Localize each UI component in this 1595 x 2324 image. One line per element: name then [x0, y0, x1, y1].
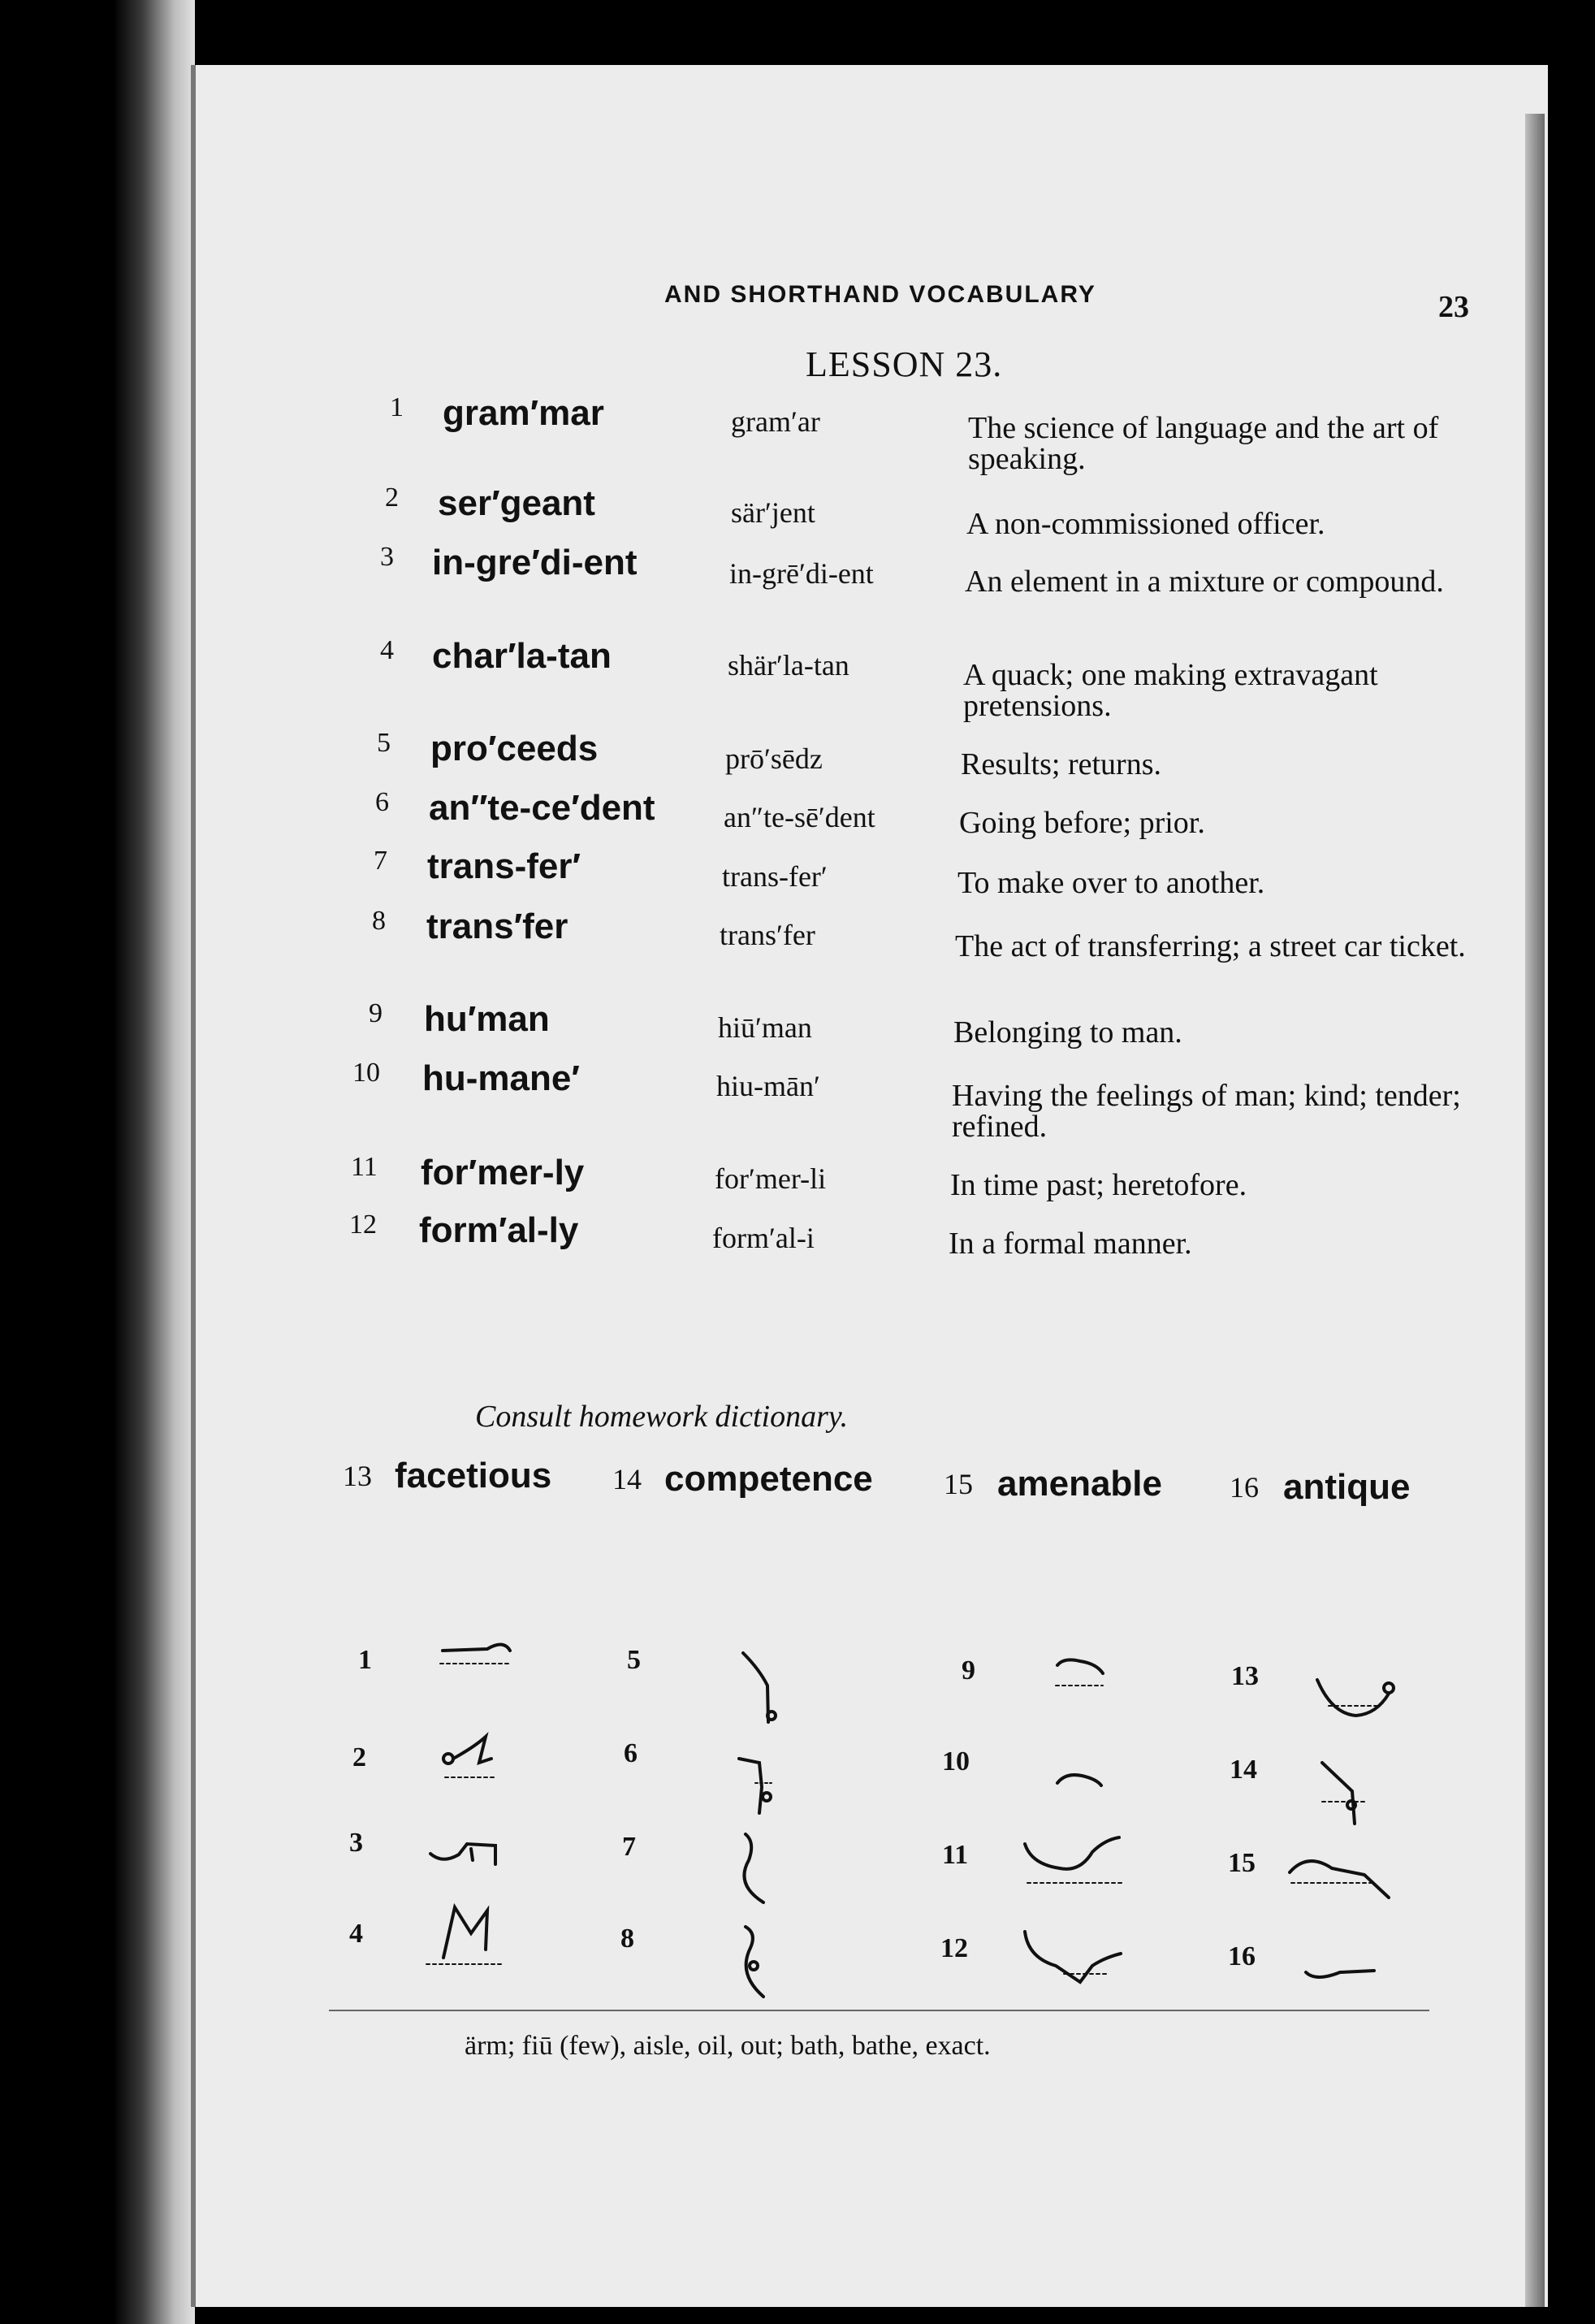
shorthand-outline-7	[744, 1834, 763, 1902]
entry-pronunciation: hiū′man	[718, 1011, 812, 1044]
shorthand-number: 5	[627, 1645, 641, 1675]
shorthand-number: 13	[1231, 1661, 1259, 1691]
extra-word-number: 15	[944, 1468, 973, 1500]
entry-definition: In time past; heretofore.	[950, 1168, 1247, 1202]
shorthand-outline-12	[1025, 1932, 1121, 1982]
entry-pronunciation: shär′la-tan	[728, 649, 849, 682]
entry-pronunciation: sär′jent	[731, 496, 815, 529]
extra-word: amenable	[997, 1464, 1162, 1504]
shorthand-outline-16	[1306, 1971, 1374, 1977]
entry-number: 3	[380, 542, 394, 572]
shorthand-outline-8	[746, 1927, 763, 1997]
entry-number: 12	[349, 1210, 377, 1240]
entry-number: 6	[375, 787, 389, 817]
entry-definition: Belonging to man.	[953, 1015, 1182, 1049]
entry-word: trans′fer	[426, 907, 568, 946]
entry-definition: The act of transferring; a street car ticket.	[955, 929, 1466, 963]
extra-word-number: 16	[1230, 1471, 1259, 1504]
entry-pronunciation: prō′sēdz	[725, 742, 823, 775]
shorthand-outline-6	[739, 1759, 772, 1813]
extra-word: antique	[1283, 1467, 1411, 1507]
shorthand-number: 14	[1230, 1755, 1257, 1785]
footer-rule	[329, 2010, 1429, 2011]
shorthand-outline-5	[743, 1653, 776, 1722]
entry-word: trans-fer′	[427, 846, 581, 886]
shorthand-number: 6	[624, 1738, 638, 1768]
entry-number: 1	[390, 392, 404, 422]
entry-pronunciation: form′al-i	[712, 1222, 815, 1254]
entry-word: hu-mane′	[422, 1058, 580, 1098]
entry-number: 7	[374, 846, 387, 876]
extra-word: facetious	[395, 1456, 552, 1495]
entry-definition: A non-commissioned officer.	[966, 507, 1325, 541]
extra-word: competence	[664, 1459, 873, 1499]
entry-pronunciation: in-grē′di-ent	[729, 557, 874, 590]
shorthand-outline-4	[426, 1907, 502, 1964]
shorthand-outline-14	[1322, 1763, 1364, 1824]
entry-pronunciation: an″te-sē′dent	[724, 801, 875, 833]
entry-word: pro′ceeds	[430, 729, 599, 768]
pronunciation-key-footer: ärm; fiū (few), aisle, oil, out; bath, bathe, exact.	[465, 2031, 991, 2061]
shorthand-number: 8	[620, 1924, 634, 1954]
shorthand-number: 9	[962, 1655, 975, 1686]
running-title: AND SHORTHAND VOCABULARY	[664, 281, 1096, 308]
entry-word: form′al-ly	[419, 1210, 579, 1250]
entry-definition: Results; returns.	[961, 747, 1161, 781]
entry-word: hu′man	[424, 999, 550, 1039]
entry-definition: A quack; one making extravagant pretensions.	[963, 658, 1378, 723]
entry-number: 5	[377, 728, 391, 758]
shorthand-number: 16	[1228, 1941, 1256, 1971]
extra-word-number: 14	[612, 1463, 642, 1495]
entry-definition: The science of language and the art of speaking.	[968, 411, 1439, 476]
entry-word: ser′geant	[438, 483, 595, 523]
shorthand-outline-3	[430, 1844, 495, 1864]
entry-definition: To make over to another.	[957, 866, 1265, 900]
extra-word-number: 13	[343, 1460, 372, 1492]
entry-number: 11	[351, 1152, 378, 1182]
entry-definition: Having the feelings of man; kind; tender; refined.	[952, 1079, 1461, 1144]
entry-word: char′la-tan	[432, 636, 612, 676]
shorthand-number: 4	[349, 1919, 363, 1949]
shorthand-number: 15	[1228, 1848, 1256, 1878]
consult-note: Consult homework dictionary.	[475, 1400, 849, 1434]
shorthand-outline-1	[440, 1644, 512, 1664]
shorthand-outline-10	[1057, 1775, 1101, 1785]
entry-word: an″te-ce′dent	[429, 788, 655, 828]
entry-number: 9	[369, 998, 383, 1028]
entry-pronunciation: gram′ar	[731, 405, 820, 438]
entry-definition: An element in a mixture or compound.	[965, 565, 1444, 599]
shorthand-number: 7	[622, 1832, 636, 1862]
entry-number: 4	[380, 635, 394, 665]
shorthand-number: 10	[942, 1746, 970, 1777]
shorthand-outline-9	[1056, 1660, 1103, 1686]
shorthand-outline-15	[1290, 1861, 1389, 1898]
entry-word: for′mer-ly	[421, 1153, 585, 1192]
entry-definition: Going before; prior.	[959, 806, 1205, 840]
entry-word: gram′mar	[443, 393, 604, 433]
shorthand-outline-11	[1025, 1837, 1125, 1883]
shorthand-number: 11	[942, 1840, 969, 1870]
entry-word: in-gre′di-ent	[432, 543, 638, 582]
shorthand-outline-13	[1317, 1680, 1394, 1716]
entry-definition: In a formal manner.	[949, 1227, 1192, 1261]
entry-number: 8	[372, 906, 386, 936]
entry-pronunciation: for′mer-li	[715, 1162, 827, 1195]
shorthand-number: 3	[349, 1828, 363, 1858]
shorthand-number: 2	[352, 1742, 366, 1772]
shorthand-number: 1	[358, 1645, 372, 1675]
entry-pronunciation: trans′fer	[720, 919, 815, 951]
shorthand-outline-2	[443, 1737, 494, 1777]
page-number: 23	[1438, 290, 1469, 324]
entry-number: 2	[385, 483, 399, 513]
entry-pronunciation: hiu-mān′	[716, 1070, 820, 1102]
entry-number: 10	[352, 1058, 380, 1088]
lesson-title: LESSON 23.	[806, 344, 1003, 384]
shorthand-number: 12	[940, 1933, 968, 1963]
entry-pronunciation: trans-fer′	[722, 860, 828, 893]
